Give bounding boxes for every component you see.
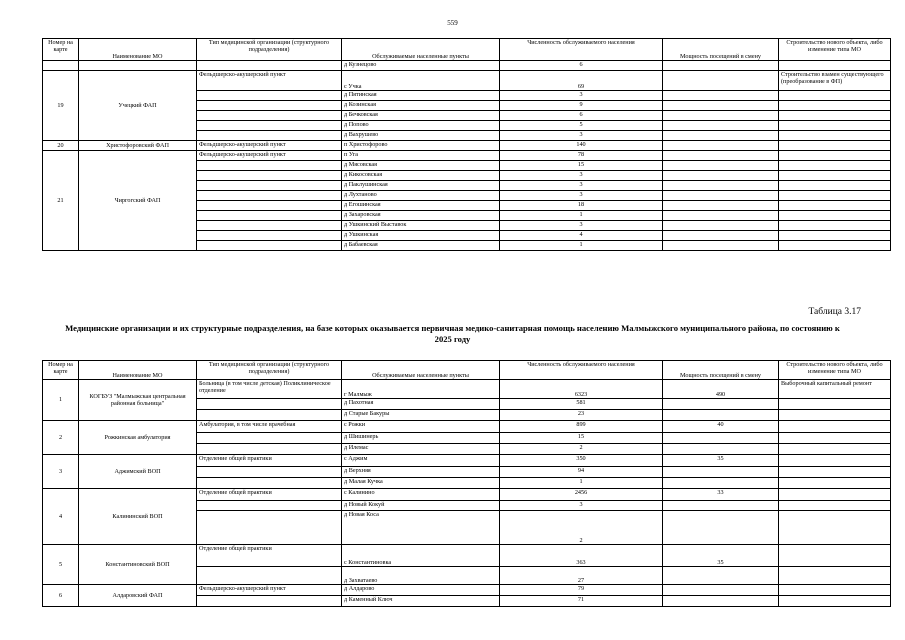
map-number-cell: 5 xyxy=(43,545,79,585)
point-cell: д Попово xyxy=(342,121,500,131)
map-number-cell: 4 xyxy=(43,489,79,545)
mo-name-cell: Калининский ВОП xyxy=(79,489,197,545)
table-row xyxy=(43,151,891,161)
mo-name-cell: Алдаровский ФАП xyxy=(79,585,197,607)
table-row xyxy=(43,545,891,567)
capacity-cell: 33 xyxy=(663,489,779,501)
point-cell: д Вахрушево xyxy=(342,131,500,141)
table-row xyxy=(43,61,891,71)
table-header-row xyxy=(43,39,891,61)
point-cell: с Калинино xyxy=(342,489,500,501)
population-cell: 1 xyxy=(500,241,663,251)
population-cell: 69 xyxy=(500,71,663,91)
point-cell: д Новая Коса xyxy=(342,511,500,545)
mo-type-cell: Фельдшерско-акушерский пункт xyxy=(197,585,342,596)
mo-type-cell: Фельдшерско-акушерский пункт xyxy=(197,71,342,91)
point-cell: д Паклушинская xyxy=(342,181,500,191)
map-number-cell: 2 xyxy=(43,421,79,455)
population-cell: 71 xyxy=(500,596,663,607)
capacity-cell: 35 xyxy=(663,455,779,467)
population-cell: 1 xyxy=(500,478,663,489)
header-population: Численность обслуживаемого населения xyxy=(500,39,663,61)
map-number-cell: 6 xyxy=(43,585,79,607)
point-cell: с Константиновка xyxy=(342,545,500,567)
population-cell: 2456 xyxy=(500,489,663,501)
population-cell: 140 xyxy=(500,141,663,151)
population-cell: 18 xyxy=(500,201,663,211)
point-cell: п Христофорово xyxy=(342,141,500,151)
mo-name-cell: Христофоровский ФАП xyxy=(79,141,197,151)
point-cell: д Бабаевская xyxy=(342,241,500,251)
mo-name-cell: Аджимский ВОП xyxy=(79,455,197,489)
population-cell: 6 xyxy=(500,61,663,71)
population-cell: 581 xyxy=(500,399,663,410)
point-cell: д Захаровская xyxy=(342,211,500,221)
point-cell: д Малая Кучка xyxy=(342,478,500,489)
population-cell: 6323 xyxy=(500,380,663,399)
population-cell: 23 xyxy=(500,410,663,421)
point-cell: д Старые Бакуры xyxy=(342,410,500,421)
table-row xyxy=(43,455,891,467)
point-cell: д Лухтаново xyxy=(342,191,500,201)
population-cell: 4 xyxy=(500,231,663,241)
population-cell: 3 xyxy=(500,501,663,511)
point-cell: д Новый Кокуй xyxy=(342,501,500,511)
table-row xyxy=(43,421,891,433)
point-cell: д Пятинская xyxy=(342,91,500,101)
mo-type-cell: Фельдшерско-акушерский пункт xyxy=(197,141,342,151)
population-cell: 15 xyxy=(500,433,663,444)
capacity-cell: 490 xyxy=(663,380,779,399)
header-points: Обслуживаемые населенные пункты xyxy=(342,39,500,61)
population-cell: 9 xyxy=(500,101,663,111)
mo-type-cell: Больница (в том числе детская) Поликлиническое отделение xyxy=(197,380,342,399)
header-points: Обслуживаемые населенные пункты xyxy=(342,361,500,380)
header-capacity: Мощность посещений в смену xyxy=(663,361,779,380)
point-cell: д Каменный Ключ xyxy=(342,596,500,607)
population-cell: 79 xyxy=(500,585,663,596)
mo-type-cell: Отделение общей практики xyxy=(197,489,342,501)
construction-cell: Выборочный капитальный ремонт xyxy=(779,380,891,399)
population-cell: 3 xyxy=(500,91,663,101)
page-number: 559 xyxy=(447,19,458,27)
population-cell: 3 xyxy=(500,181,663,191)
header-name: Наименование МО xyxy=(79,39,197,61)
mo-name-cell: Учецкий ФАП xyxy=(79,71,197,141)
map-number-cell: 20 xyxy=(43,141,79,151)
table-row xyxy=(43,585,891,596)
point-cell: д Кикосовская xyxy=(342,171,500,181)
population-cell: 2 xyxy=(500,511,663,545)
point-cell: д Илемас xyxy=(342,444,500,455)
point-cell: д Шишинерь xyxy=(342,433,500,444)
point-cell: д Верхняя xyxy=(342,467,500,478)
section-title: Медицинские организации и их структурные подразделения, на базе которых оказывается первичная медико-санитарная помощь населению Малмыжского муниципального района, по состоянию к 2025 году xyxy=(65,323,840,344)
mo-name-cell: КОГБУЗ "Малмыжская центральная районная больница" xyxy=(79,380,197,421)
point-cell: с Аджим xyxy=(342,455,500,467)
header-population: Численность обслуживаемого населения xyxy=(500,361,663,380)
population-cell: 94 xyxy=(500,467,663,478)
map-number-cell: 21 xyxy=(43,151,79,251)
header-type: Тип медицинской организации (структурного подразделения) xyxy=(197,39,342,61)
point-cell: с Учка xyxy=(342,71,500,91)
point-cell: д Козинская xyxy=(342,101,500,111)
population-cell: 6 xyxy=(500,111,663,121)
header-name: Наименование МО xyxy=(79,361,197,380)
population-cell: 3 xyxy=(500,131,663,141)
population-cell: 1 xyxy=(500,211,663,221)
population-cell: 3 xyxy=(500,221,663,231)
population-cell: 899 xyxy=(500,421,663,433)
header-construction: Строительство нового объекта, либо изменение типа МО xyxy=(779,361,891,380)
population-cell: 78 xyxy=(500,151,663,161)
table-header-row xyxy=(43,361,891,380)
point-cell: д Мясовская xyxy=(342,161,500,171)
map-number-cell: 19 xyxy=(43,71,79,141)
table-second xyxy=(42,360,891,607)
population-cell: 15 xyxy=(500,161,663,171)
map-number-cell: 1 xyxy=(43,380,79,421)
table-first xyxy=(42,38,891,251)
header-capacity: Мощность посещений в смену xyxy=(663,39,779,61)
header-num: Номер на карте xyxy=(43,361,79,380)
point-cell: г Малмыж xyxy=(342,380,500,399)
population-cell: 350 xyxy=(500,455,663,467)
construction-cell: Строительство взамен существующего (преобразование в ФП) xyxy=(779,71,891,91)
header-construction: Строительство нового объекта, либо изменение типа МО xyxy=(779,39,891,61)
point-cell: д Захватаево xyxy=(342,567,500,585)
table-row xyxy=(43,71,891,91)
point-cell: п Уга xyxy=(342,151,500,161)
population-cell: 5 xyxy=(500,121,663,131)
population-cell: 3 xyxy=(500,171,663,181)
mo-type-cell: Отделение общей практики xyxy=(197,545,342,567)
mo-type-cell: Отделение общей практики xyxy=(197,455,342,467)
header-num: Номер на карте xyxy=(43,39,79,61)
population-cell: 3 xyxy=(500,191,663,201)
capacity-cell: 35 xyxy=(663,545,779,567)
mo-type-cell: Фельдшерско-акушерский пункт xyxy=(197,151,342,161)
table-row xyxy=(43,489,891,501)
mo-name-cell: Рожкинская амбулатория xyxy=(79,421,197,455)
population-cell: 2 xyxy=(500,444,663,455)
point-cell: д Ушкинская xyxy=(342,231,500,241)
table-number-label: Таблица 3.17 xyxy=(808,307,861,317)
population-cell: 363 xyxy=(500,545,663,567)
point-cell: д Кузнецово xyxy=(342,61,500,71)
table-row xyxy=(43,380,891,399)
header-type: Тип медицинской организации (структурного подразделения) xyxy=(197,361,342,380)
point-cell: с Рожки xyxy=(342,421,500,433)
mo-type-cell: Амбулатория, в том числе врачебная xyxy=(197,421,342,433)
point-cell: д Бечковская xyxy=(342,111,500,121)
table-row xyxy=(43,141,891,151)
point-cell: д Пахотная xyxy=(342,399,500,410)
point-cell: д Ушкинский Выставок xyxy=(342,221,500,231)
point-cell: д Егошинская xyxy=(342,201,500,211)
point-cell: д Алдарово xyxy=(342,585,500,596)
map-number-cell: 3 xyxy=(43,455,79,489)
population-cell: 27 xyxy=(500,567,663,585)
capacity-cell: 40 xyxy=(663,421,779,433)
mo-name-cell: Чиргогский ФАП xyxy=(79,151,197,251)
mo-name-cell: Константиновский ВОП xyxy=(79,545,197,585)
